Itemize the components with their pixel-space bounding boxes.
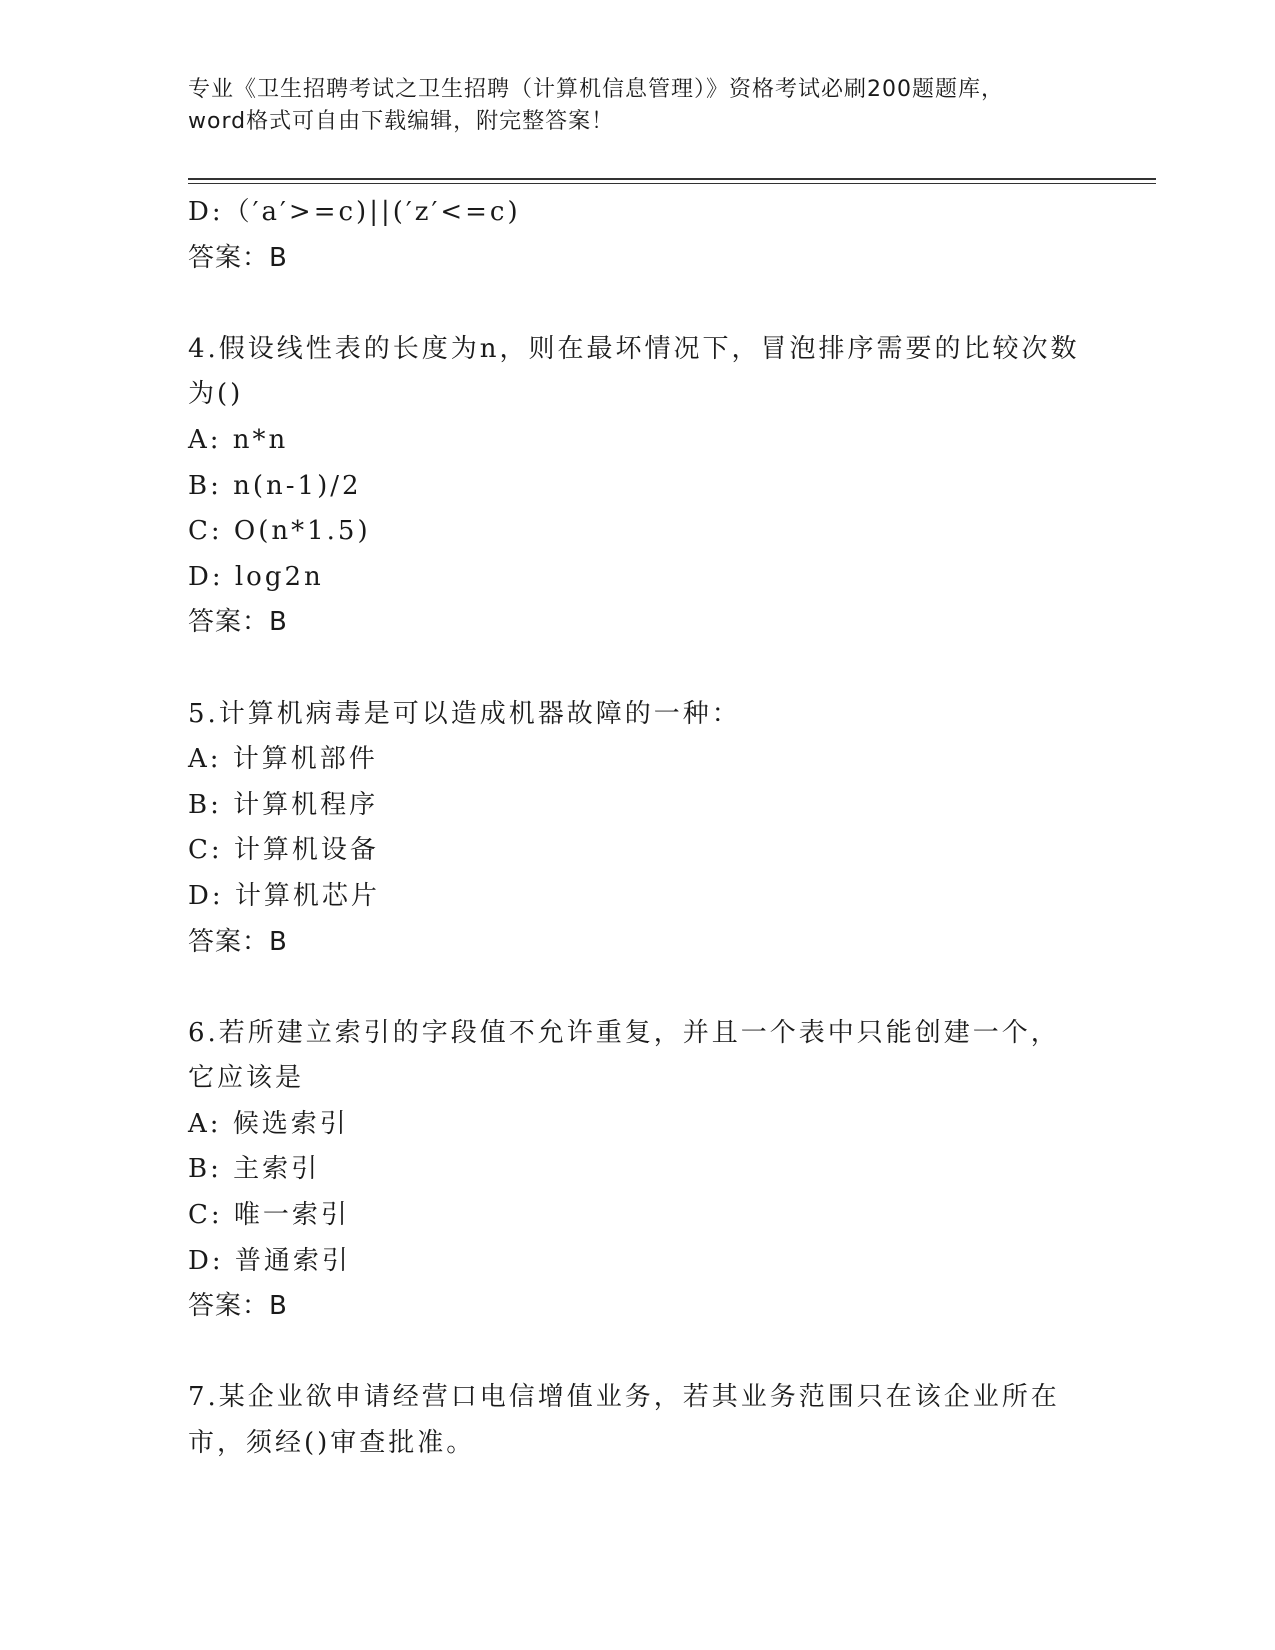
- q6-stem-line-1: 6.若所建立索引的字段值不允许重复，并且一个表中只能创建一个，: [188, 1017, 1060, 1048]
- q3-answer: 答案：B: [188, 242, 288, 273]
- q6-stem-line-2: 它应该是: [188, 1063, 305, 1094]
- q4-option-b: B: n(n-1)/2: [188, 470, 362, 501]
- q4-answer: 答案：B: [188, 607, 288, 638]
- q4-option-d: D: log2n: [188, 561, 324, 592]
- q7-stem-line-2: 市，须经()审查批准。: [188, 1428, 476, 1459]
- q4-option-c: C: O(n*1.5): [188, 516, 371, 547]
- q5-stem-line-1: 5.计算机病毒是可以造成机器故障的一种：: [188, 698, 741, 729]
- q5-option-c: C: 计算机设备: [188, 835, 379, 866]
- document-header: [188, 74, 1088, 138]
- q5-option-b: B: 计算机程序: [188, 789, 379, 820]
- document-body: [188, 190, 1128, 1467]
- q4-stem-line-1: 4.假设线性表的长度为n，则在最坏情况下，冒泡排序需要的比较次数: [188, 333, 1080, 364]
- spacer: [188, 965, 1128, 1011]
- q4-stem-line-2: 为(): [188, 379, 244, 410]
- header-divider-thin: [188, 183, 1156, 184]
- spacer: [188, 281, 1128, 327]
- header-divider-thick: [188, 178, 1156, 180]
- q6-option-c: C: 唯一索引: [188, 1200, 350, 1231]
- spacer: [188, 1330, 1128, 1376]
- q6-option-a: A: 候选索引: [188, 1108, 349, 1139]
- q6-answer: 答案：B: [188, 1291, 288, 1322]
- q7-stem-line-1: 7.某企业欲申请经营口电信增值业务，若其业务范围只在该企业所在: [188, 1382, 1060, 1413]
- q5-option-d: D: 计算机芯片: [188, 880, 380, 911]
- q6-option-d: D: 普通索引: [188, 1245, 351, 1276]
- q6-option-b: B: 主索引: [188, 1154, 321, 1185]
- q3-option-d: D:（′a′>=c)||(′z′<=c): [188, 197, 521, 227]
- header-line-2: word格式可自由下载编辑，附完整答案！: [188, 109, 615, 134]
- q5-answer: 答案：B: [188, 926, 288, 957]
- header-line-1: 专业《卫生招聘考试之卫生招聘（计算机信息管理）》资格考试必刷200题题库，: [188, 77, 1004, 102]
- q5-option-a: A: 计算机部件: [188, 744, 378, 775]
- q4-option-a: A: n*n: [188, 424, 289, 455]
- spacer: [188, 646, 1128, 692]
